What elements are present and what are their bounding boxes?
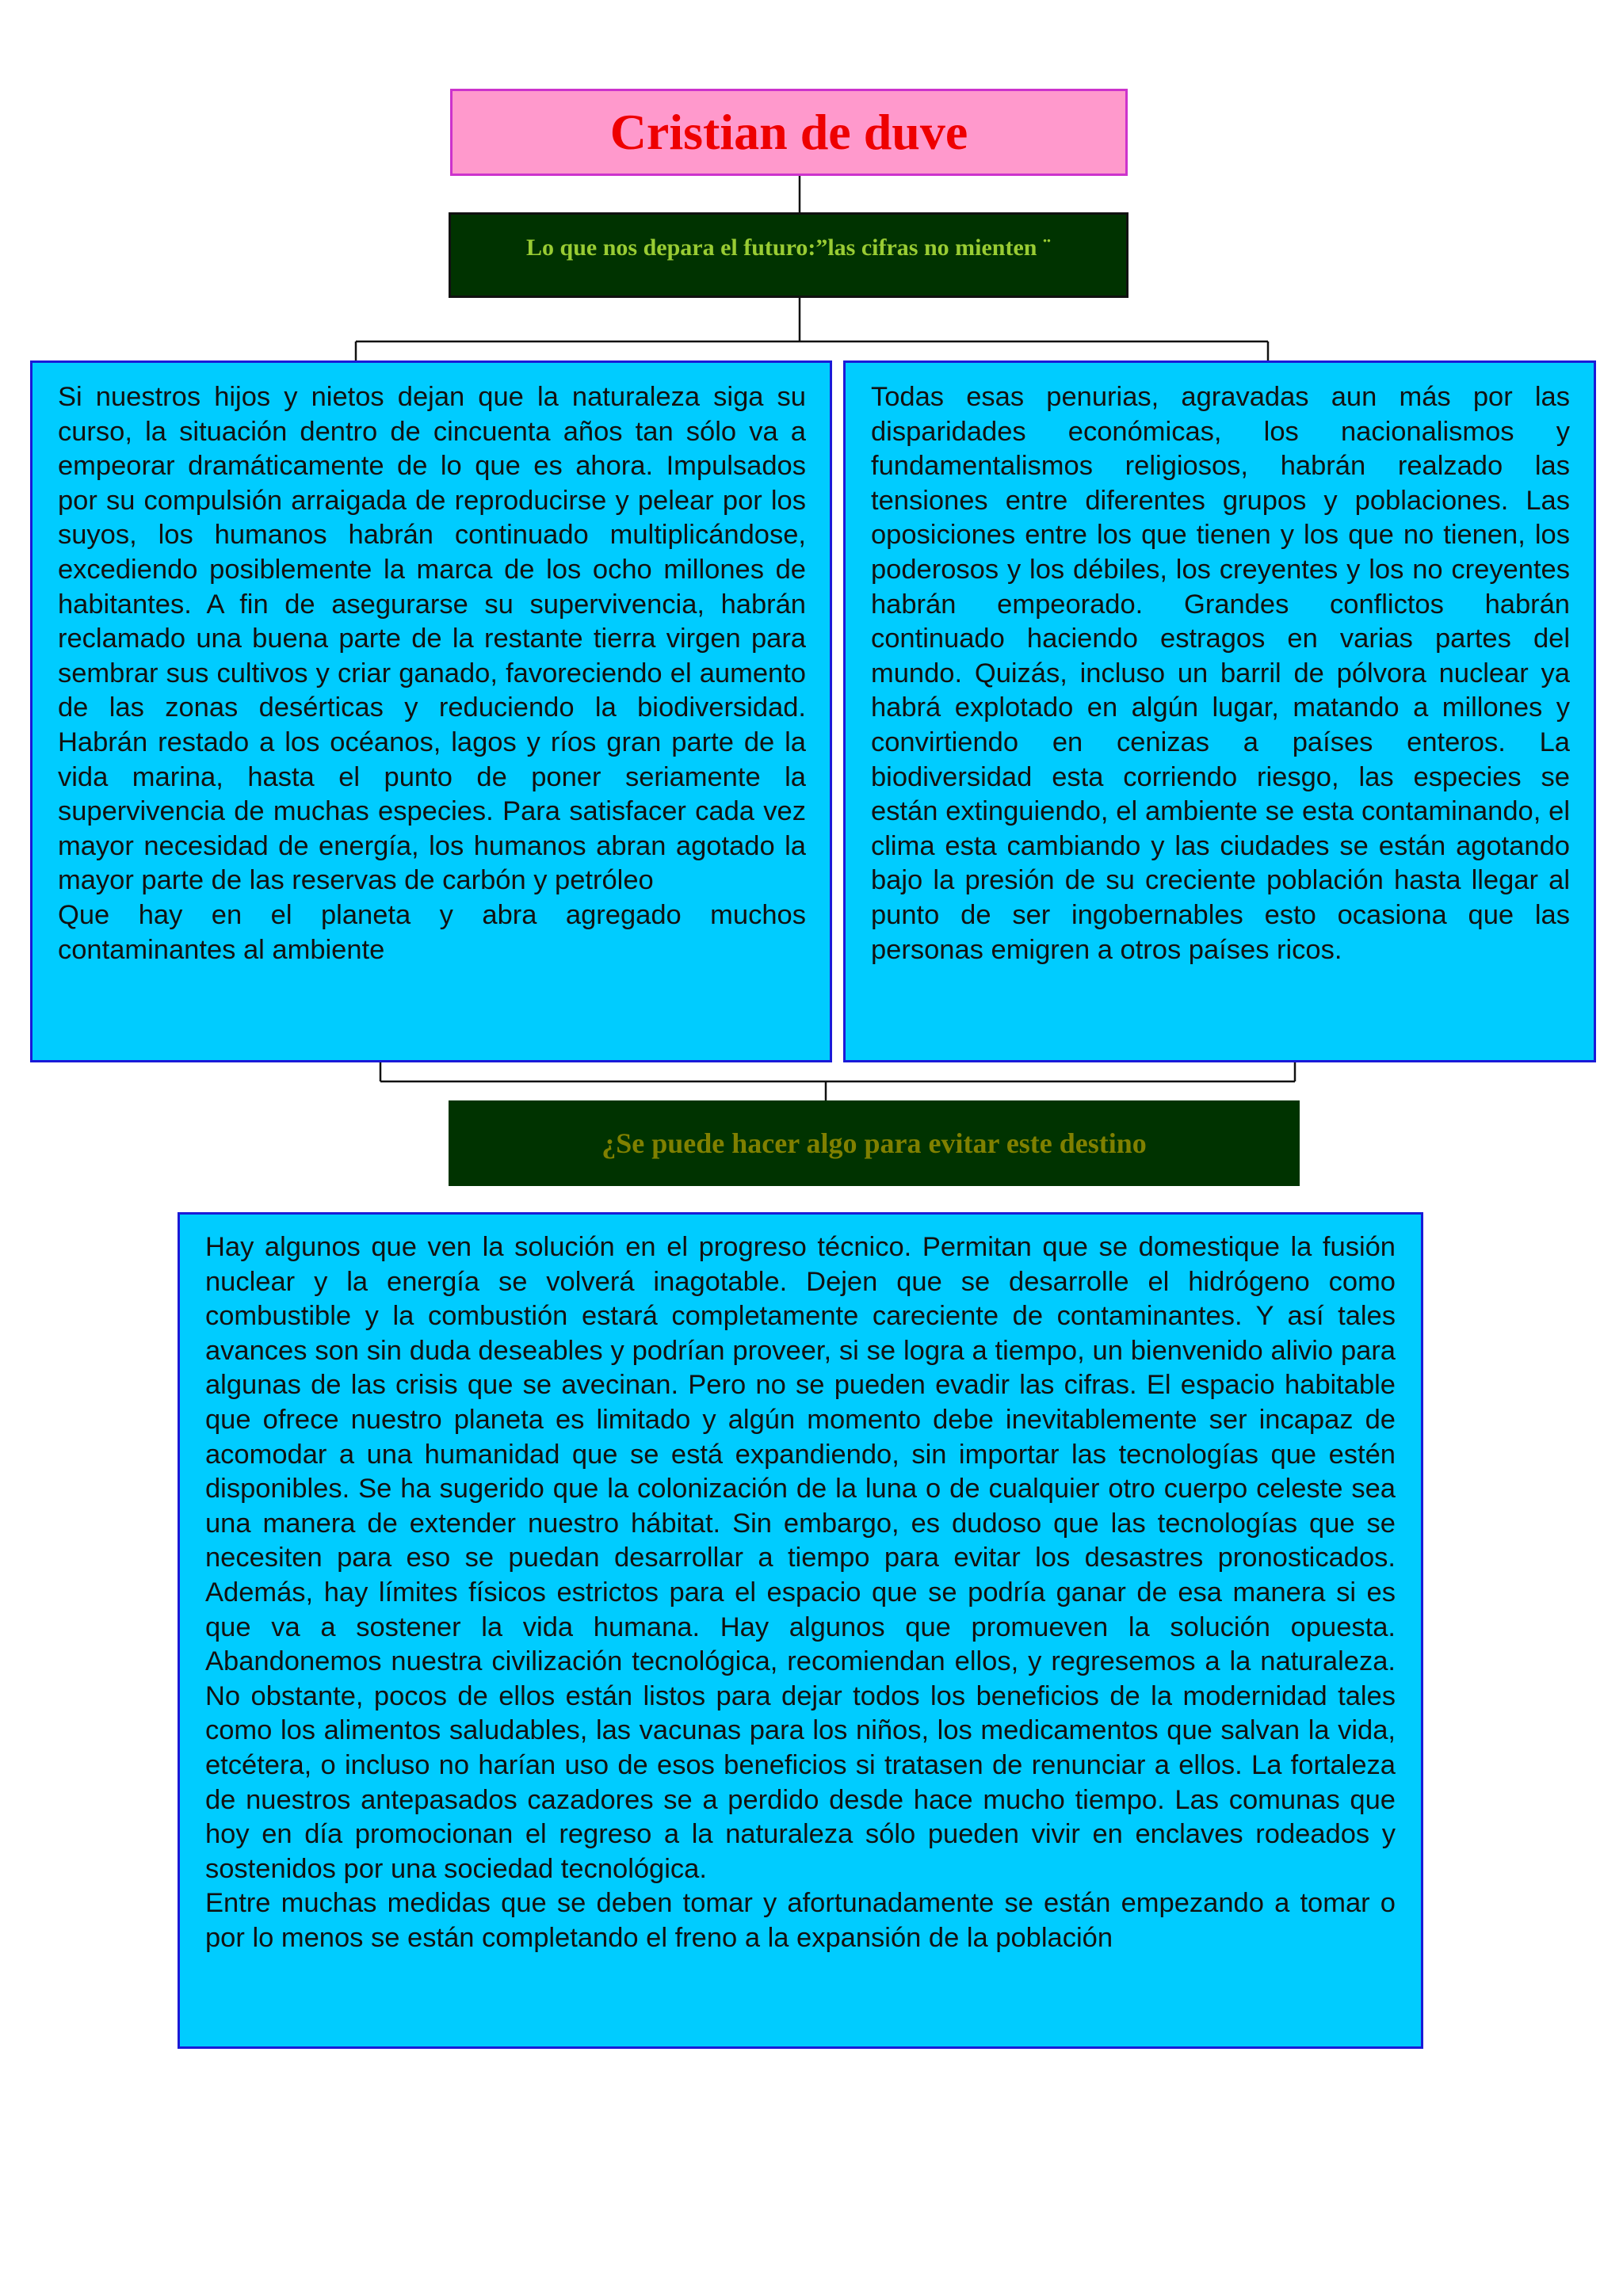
question-box: [449, 1100, 1300, 1186]
bottom-panel: [178, 1212, 1423, 2049]
title-box: [450, 89, 1128, 176]
bottom-panel-paragraph: Entre muchas medidas que se deben tomar y afortunadamente se están empezando a tomar o por lo menos se están completando el freno a la expansión de la población: [205, 1888, 1396, 1953]
question-heading: ¿Se puede hacer algo para evitar este destino: [601, 1127, 1147, 1159]
page-title: Cristian de duve: [609, 104, 968, 160]
left-panel-paragraph: Si nuestros hijos y nietos dejan que la naturaleza siga su curso, la situación dentro de cincuenta años tan sólo va a empeorar dramáticamente de lo que es ahora. Impulsados por su compulsión arraigada de reproducirse y pelear por los suyos, los humanos habrán continuado multiplicándose, excediendo posiblemente la marca de los ocho millones de habitantes. A fin de asegurarse su supervivencia, habrán reclamado una buena parte de la restante tierra virgen para sembrar sus cultivos y criar ganado, favoreciendo el aumento de las zonas desérticas y reduciendo la biodiversidad. Habrán restado a los océanos, lagos y ríos gran parte de la vida marina, hasta el punto de poner seriamente la supervivencia de muchas especies. Para satisfacer cada vez mayor necesidad de energía, los humanos abran agotado la mayor parte de las reservas de carbón y petróleo: [58, 382, 806, 896]
subtitle-box: [449, 212, 1128, 298]
right-panel-paragraph: Todas esas penurias, agravadas aun más por las disparidades económicas, los nacionalismos y fundamentalismos religiosos, habrán realzado las tensiones entre diferentes grupos y poblaciones. Las oposiciones entre los que tienen y los que no tienen, los poderosos y los débiles, los creyentes y los no creyentes habrán empeorado. Grandes conflictos habrán continuado haciendo estragos en varias partes del mundo. Quizás, incluso un barril de pólvora nuclear ya habrá explotado en algún lugar, matando a millones y convirtiendo en cenizas a países enteros. La biodiversidad esta corriendo riesgo, las especies se están extinguiendo, el ambiente se esta contaminando, el clima esta cambiando y las ciudades se están agotando bajo la presión de su creciente población hasta llegar al punto de ser ingobernables esto ocasiona que las personas emigren a otros países ricos.: [871, 382, 1570, 965]
subtitle: Lo que nos depara el futuro:”las cifras no mienten ¨: [526, 235, 1051, 261]
left-panel: [30, 360, 832, 1062]
left-panel-paragraph: Que hay en el planeta y abra agregado muchos contaminantes al ambiente: [58, 899, 806, 965]
right-panel: [843, 360, 1596, 1062]
bottom-panel-paragraph: Hay algunos que ven la solución en el progreso técnico. Permitan que se domestique la fusión nuclear y la energía se volverá inagotable. Dejen que se desarrolle el hidrógeno como combustible y la combustión estará completamente careciente de contaminantes. Y así tales avances son sin duda deseables y podrían proveer, si se logra a tiempo, un bienvenido alivio para algunas de las crisis que se avecinan. Pero no se pueden evadir las cifras. El espacio habitable que ofrece nuestro planeta es limitado y algún momento debe inevitablemente ser incapaz de acomodar a una humanidad que se está expandiendo, sin importar las tecnologías que estén disponibles. Se ha sugerido que la colonización de la luna o de cualquier otro cuerpo celeste sea una manera de extender nuestro hábitat. Sin embargo, es dudoso que las tecnologías que se necesiten para eso se puedan desarrollar a tiempo para evitar los desastres pronosticados. Además, hay límites físicos estrictos para el espacio que se podría ganar de esa manera si es que va a sostener la vida humana. Hay algunos que promueven la solución opuesta. Abandonemos nuestra civilización tecnológica, recomiendan ellos, y regresemos a la naturaleza. No obstante, pocos de ellos están listos para dejar todos los beneficios de la modernidad tales como los alimentos saludables, las vacunas para los niños, los medicamentos que salvan la vida, etcétera, o incluso no harían uso de esos beneficios si tratasen de renunciar a ellos. La fortaleza de nuestros antepasados cazadores se a perdido desde hace mucho tiempo. Las comunas que hoy en día promocionan el regreso a la naturaleza sólo pueden vivir en enclaves rodeados y sostenidos por una sociedad tecnológica.: [205, 1232, 1396, 1884]
